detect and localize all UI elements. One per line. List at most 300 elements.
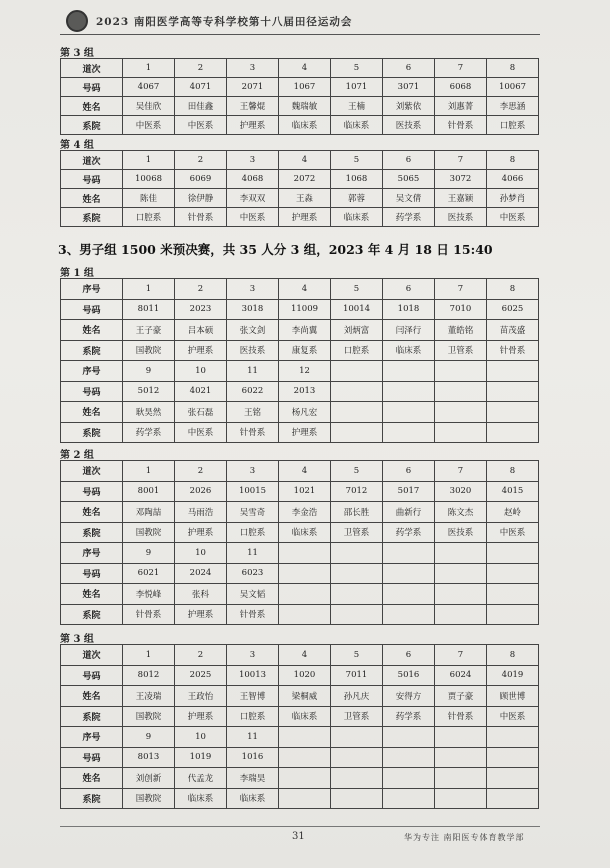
table-cell: 刘惠菁 [435, 97, 487, 116]
table-cell: 1 [123, 279, 175, 300]
table-cell: 李瑞昊 [227, 768, 279, 789]
table-row [61, 686, 539, 707]
table-row [61, 788, 539, 809]
table-cell: 11 [227, 361, 279, 382]
table-cell: 国教院 [123, 788, 175, 809]
table-cell: 李双双 [227, 189, 279, 208]
table-cell: 3 [227, 645, 279, 666]
table-row [61, 402, 539, 423]
table-row [61, 645, 539, 666]
table-cell [331, 563, 383, 584]
group-label: 第 1 组 [60, 268, 94, 279]
row-header-cell: 系院 [61, 522, 123, 543]
table-cell: 口腔系 [123, 208, 175, 227]
table-cell [279, 584, 331, 605]
table-cell: 邵长胜 [331, 502, 383, 523]
table-cell: 杨凡宏 [279, 402, 331, 423]
table-cell: 3018 [227, 299, 279, 320]
table-cell: 6 [383, 461, 435, 482]
table-cell: 2 [175, 645, 227, 666]
table-cell: 5 [331, 59, 383, 78]
table-cell: 8 [487, 461, 539, 482]
table-cell [331, 604, 383, 625]
row-header-cell: 系院 [61, 340, 123, 361]
table-cell: 医技系 [435, 522, 487, 543]
table-row [61, 604, 539, 625]
table-cell [331, 584, 383, 605]
table-cell: 8 [487, 151, 539, 170]
table-cell: 10 [175, 543, 227, 564]
table-cell: 2013 [279, 381, 331, 402]
table-cell: 张石磊 [175, 402, 227, 423]
table-cell: 针骨系 [435, 706, 487, 727]
table-cell: 2 [175, 279, 227, 300]
table-cell [487, 422, 539, 443]
row-header-cell: 姓名 [61, 189, 123, 208]
table-cell [487, 768, 539, 789]
table-cell: 国教院 [123, 340, 175, 361]
table-cell: 口腔系 [487, 116, 539, 135]
table-cell [487, 361, 539, 382]
table-cell: 王政怡 [175, 686, 227, 707]
table-cell: 7 [435, 461, 487, 482]
table-cell: 9 [123, 361, 175, 382]
table-row [61, 320, 539, 341]
table-cell: 陈佳 [123, 189, 175, 208]
table-cell [383, 604, 435, 625]
row-header-cell: 系院 [61, 706, 123, 727]
table-cell: 2 [175, 151, 227, 170]
table-cell [487, 584, 539, 605]
table-cell [331, 727, 383, 748]
table-cell [383, 543, 435, 564]
table-row [61, 422, 539, 443]
table-cell: 临床系 [331, 208, 383, 227]
table-cell: 3 [227, 461, 279, 482]
table-cell [487, 604, 539, 625]
group-label: 第 3 组 [60, 634, 94, 645]
table-cell [279, 788, 331, 809]
table-cell: 10014 [331, 299, 383, 320]
table-cell: 中医系 [175, 422, 227, 443]
table-cell: 6069 [175, 170, 227, 189]
table-cell: 3071 [383, 78, 435, 97]
table-cell: 针骨系 [487, 340, 539, 361]
table-cell: 1019 [175, 747, 227, 768]
table-cell: 7011 [331, 665, 383, 686]
table-cell: 1067 [279, 78, 331, 97]
page-header [60, 8, 540, 35]
table-cell [331, 788, 383, 809]
heat-table [60, 644, 539, 809]
table-cell: 8 [487, 59, 539, 78]
row-header-cell: 号码 [61, 381, 123, 402]
table-cell [435, 788, 487, 809]
table-cell: 1068 [331, 170, 383, 189]
table-row [61, 584, 539, 605]
table-cell: 医技系 [227, 340, 279, 361]
group-label: 第 4 组 [60, 140, 94, 151]
row-header-cell: 系院 [61, 422, 123, 443]
table-cell [383, 584, 435, 605]
table-cell [383, 361, 435, 382]
table-cell: 代孟龙 [175, 768, 227, 789]
row-header-cell: 道次 [61, 645, 123, 666]
footer-note: 华为专注 南阳医专体育教学部 [404, 833, 525, 842]
table-cell: 针骨系 [435, 116, 487, 135]
row-header-cell: 序号 [61, 727, 123, 748]
table-cell: 国教院 [123, 522, 175, 543]
table-cell: 2023 [175, 299, 227, 320]
table-cell: 耿昊然 [123, 402, 175, 423]
table-cell: 6024 [435, 665, 487, 686]
table-row [61, 97, 539, 116]
table-cell: 卫管系 [435, 340, 487, 361]
table-cell: 10 [175, 361, 227, 382]
row-header-cell: 号码 [61, 665, 123, 686]
table-cell: 护理系 [279, 208, 331, 227]
table-cell: 李悦峰 [123, 584, 175, 605]
table-cell: 4 [279, 279, 331, 300]
table-cell: 2024 [175, 563, 227, 584]
table-cell: 7 [435, 645, 487, 666]
table-cell: 中医系 [487, 208, 539, 227]
table-cell [279, 747, 331, 768]
footer-divider [60, 826, 540, 827]
table-cell: 康复系 [279, 340, 331, 361]
table-cell: 徐伊静 [175, 189, 227, 208]
row-header-cell: 号码 [61, 563, 123, 584]
table-cell: 李思涵 [487, 97, 539, 116]
heat-table [60, 460, 539, 625]
table-cell: 3 [227, 279, 279, 300]
table-cell: 临床系 [279, 522, 331, 543]
table-cell [383, 747, 435, 768]
table-cell: 1 [123, 645, 175, 666]
table-cell: 7010 [435, 299, 487, 320]
table-cell: 4068 [227, 170, 279, 189]
table-cell: 11009 [279, 299, 331, 320]
table-cell: 马雨浩 [175, 502, 227, 523]
table-cell: 邓陶喆 [123, 502, 175, 523]
row-header-cell: 道次 [61, 461, 123, 482]
table-cell: 口腔系 [227, 522, 279, 543]
table-row [61, 563, 539, 584]
table-cell: 王馨焜 [227, 97, 279, 116]
table-row [61, 170, 539, 189]
table-cell: 临床系 [175, 788, 227, 809]
table-cell: 8 [487, 279, 539, 300]
row-header-cell: 姓名 [61, 402, 123, 423]
table-row [61, 116, 539, 135]
table-cell: 医技系 [383, 116, 435, 135]
row-header-cell: 号码 [61, 78, 123, 97]
table-cell: 4015 [487, 481, 539, 502]
table-row [61, 665, 539, 686]
table-cell: 护理系 [175, 522, 227, 543]
table-cell: 卫管系 [331, 522, 383, 543]
table-cell [279, 543, 331, 564]
table-cell [487, 381, 539, 402]
table-cell: 吴文倩 [383, 189, 435, 208]
table-row [61, 747, 539, 768]
header-title: 2023 南阳医学高等专科学校第十八届田径运动会 [96, 16, 353, 28]
table-cell [331, 422, 383, 443]
row-header-cell: 系院 [61, 788, 123, 809]
table-cell: 李尚翼 [279, 320, 331, 341]
table-cell: 王嘉颖 [435, 189, 487, 208]
table-cell: 10 [175, 727, 227, 748]
table-cell: 口腔系 [227, 706, 279, 727]
table-cell: 临床系 [227, 788, 279, 809]
table-cell: 王智博 [227, 686, 279, 707]
table-row [61, 151, 539, 170]
table-row [61, 78, 539, 97]
table-cell: 临床系 [383, 340, 435, 361]
table-cell: 贾子豪 [435, 686, 487, 707]
table-cell: 顾世博 [487, 686, 539, 707]
heat-table [60, 278, 539, 443]
row-header-cell: 系院 [61, 116, 123, 135]
table-cell [435, 381, 487, 402]
table-cell: 8013 [123, 747, 175, 768]
table-row [61, 279, 539, 300]
table-cell: 6 [383, 645, 435, 666]
table-cell: 2072 [279, 170, 331, 189]
group-label: 第 3 组 [60, 48, 94, 59]
table-cell: 临床系 [331, 116, 383, 135]
table-cell: 吴雪奇 [227, 502, 279, 523]
table-row [61, 522, 539, 543]
table-cell: 中医系 [175, 116, 227, 135]
table-cell [487, 788, 539, 809]
table-cell: 8 [487, 645, 539, 666]
table-cell: 8001 [123, 481, 175, 502]
table-cell: 针骨系 [227, 422, 279, 443]
table-cell: 4 [279, 645, 331, 666]
row-header-cell: 号码 [61, 747, 123, 768]
table-cell: 针骨系 [227, 604, 279, 625]
table-cell: 9 [123, 543, 175, 564]
row-header-cell: 号码 [61, 170, 123, 189]
table-cell: 4066 [487, 170, 539, 189]
table-cell: 中医系 [487, 706, 539, 727]
table-cell: 4067 [123, 78, 175, 97]
row-header-cell: 系院 [61, 208, 123, 227]
table-cell: 10015 [227, 481, 279, 502]
table-row [61, 481, 539, 502]
school-logo [66, 10, 88, 32]
row-header-cell: 姓名 [61, 768, 123, 789]
table-cell [383, 563, 435, 584]
table-cell: 张文剑 [227, 320, 279, 341]
table-cell [383, 768, 435, 789]
table-cell: 1018 [383, 299, 435, 320]
table-cell: 医技系 [435, 208, 487, 227]
table-row [61, 189, 539, 208]
table-row [61, 381, 539, 402]
table-cell: 1 [123, 151, 175, 170]
table-cell: 6 [383, 59, 435, 78]
table-cell [383, 727, 435, 748]
row-header-cell: 系院 [61, 604, 123, 625]
table-cell: 曲新行 [383, 502, 435, 523]
row-header-cell: 姓名 [61, 502, 123, 523]
table-cell: 苗茂盛 [487, 320, 539, 341]
table-row [61, 727, 539, 748]
table-cell: 2026 [175, 481, 227, 502]
table-cell: 5 [331, 645, 383, 666]
table-cell: 闫泽行 [383, 320, 435, 341]
table-cell: 6021 [123, 563, 175, 584]
table-cell [435, 543, 487, 564]
table-cell: 8012 [123, 665, 175, 686]
table-cell [435, 768, 487, 789]
table-cell: 口腔系 [331, 340, 383, 361]
table-cell [383, 402, 435, 423]
table-cell: 王淼 [279, 189, 331, 208]
table-cell [331, 768, 383, 789]
table-row [61, 461, 539, 482]
table-cell: 中医系 [487, 522, 539, 543]
table-cell: 10013 [227, 665, 279, 686]
table-cell: 5016 [383, 665, 435, 686]
table-cell [331, 747, 383, 768]
table-cell: 2025 [175, 665, 227, 686]
group-label: 第 2 组 [60, 450, 94, 461]
table-cell: 卫管系 [331, 706, 383, 727]
table-cell: 1021 [279, 481, 331, 502]
table-cell: 陈文杰 [435, 502, 487, 523]
row-header-cell: 道次 [61, 151, 123, 170]
table-row [61, 502, 539, 523]
row-header-cell: 姓名 [61, 584, 123, 605]
table-cell: 3 [227, 151, 279, 170]
table-cell: 张科 [175, 584, 227, 605]
table-cell: 王铭 [227, 402, 279, 423]
table-cell: 吴佳欣 [123, 97, 175, 116]
table-cell: 国教院 [123, 706, 175, 727]
table-cell: 药学系 [123, 422, 175, 443]
table-cell: 4 [279, 151, 331, 170]
table-cell: 梁桐威 [279, 686, 331, 707]
table-cell: 1071 [331, 78, 383, 97]
table-cell: 5017 [383, 481, 435, 502]
table-cell: 4071 [175, 78, 227, 97]
table-cell: 4021 [175, 381, 227, 402]
table-cell: 孙梦肖 [487, 189, 539, 208]
row-header-cell: 姓名 [61, 686, 123, 707]
table-cell: 郭蓉 [331, 189, 383, 208]
table-cell: 王子豪 [123, 320, 175, 341]
table-cell: 董皓铭 [435, 320, 487, 341]
table-cell [487, 402, 539, 423]
table-row [61, 299, 539, 320]
row-header-cell: 号码 [61, 299, 123, 320]
table-cell [279, 604, 331, 625]
table-cell: 5065 [383, 170, 435, 189]
table-cell: 护理系 [227, 116, 279, 135]
table-cell: 5 [331, 279, 383, 300]
table-cell: 5 [331, 151, 383, 170]
table-cell: 护理系 [175, 340, 227, 361]
page-number: 31 [292, 831, 305, 842]
table-cell: 田佳鑫 [175, 97, 227, 116]
table-cell: 吴文韬 [227, 584, 279, 605]
table-cell: 4019 [487, 665, 539, 686]
heat-table [60, 150, 539, 227]
row-header-cell: 序号 [61, 361, 123, 382]
table-cell: 6 [383, 279, 435, 300]
table-cell: 2 [175, 59, 227, 78]
table-cell [279, 563, 331, 584]
table-cell: 1020 [279, 665, 331, 686]
table-cell: 刘紫依 [383, 97, 435, 116]
table-cell [383, 422, 435, 443]
table-cell [487, 747, 539, 768]
table-cell: 7012 [331, 481, 383, 502]
table-cell: 刘创新 [123, 768, 175, 789]
row-header-cell: 姓名 [61, 320, 123, 341]
table-cell: 4 [279, 59, 331, 78]
table-cell: 吕本硕 [175, 320, 227, 341]
table-cell: 临床系 [279, 116, 331, 135]
table-row [61, 543, 539, 564]
table-cell: 药学系 [383, 706, 435, 727]
table-cell [435, 747, 487, 768]
table-cell: 护理系 [175, 604, 227, 625]
table-cell [487, 543, 539, 564]
table-cell: 药学系 [383, 208, 435, 227]
table-cell [383, 788, 435, 809]
table-cell: 2071 [227, 78, 279, 97]
table-cell [435, 422, 487, 443]
table-row [61, 768, 539, 789]
table-cell: 3020 [435, 481, 487, 502]
table-cell [331, 402, 383, 423]
table-cell: 5 [331, 461, 383, 482]
table-cell: 王楠 [331, 97, 383, 116]
table-row [61, 361, 539, 382]
table-cell: 李金浩 [279, 502, 331, 523]
table-cell: 安得方 [383, 686, 435, 707]
table-cell: 护理系 [175, 706, 227, 727]
table-cell [435, 727, 487, 748]
table-cell: 赵岭 [487, 502, 539, 523]
table-cell [487, 563, 539, 584]
table-cell: 3 [227, 59, 279, 78]
heat-table [60, 58, 539, 135]
row-header-cell: 序号 [61, 279, 123, 300]
table-cell: 临床系 [279, 706, 331, 727]
table-row [61, 706, 539, 727]
table-cell: 药学系 [383, 522, 435, 543]
table-cell [383, 381, 435, 402]
table-cell: 针骨系 [175, 208, 227, 227]
table-cell: 1 [123, 59, 175, 78]
table-row [61, 208, 539, 227]
table-cell [279, 727, 331, 748]
table-cell [487, 727, 539, 748]
table-cell: 1 [123, 461, 175, 482]
row-header-cell: 道次 [61, 59, 123, 78]
table-cell: 6 [383, 151, 435, 170]
table-cell: 孙凡庆 [331, 686, 383, 707]
table-cell: 8011 [123, 299, 175, 320]
table-cell: 护理系 [279, 422, 331, 443]
table-cell: 中医系 [123, 116, 175, 135]
table-cell: 6025 [487, 299, 539, 320]
